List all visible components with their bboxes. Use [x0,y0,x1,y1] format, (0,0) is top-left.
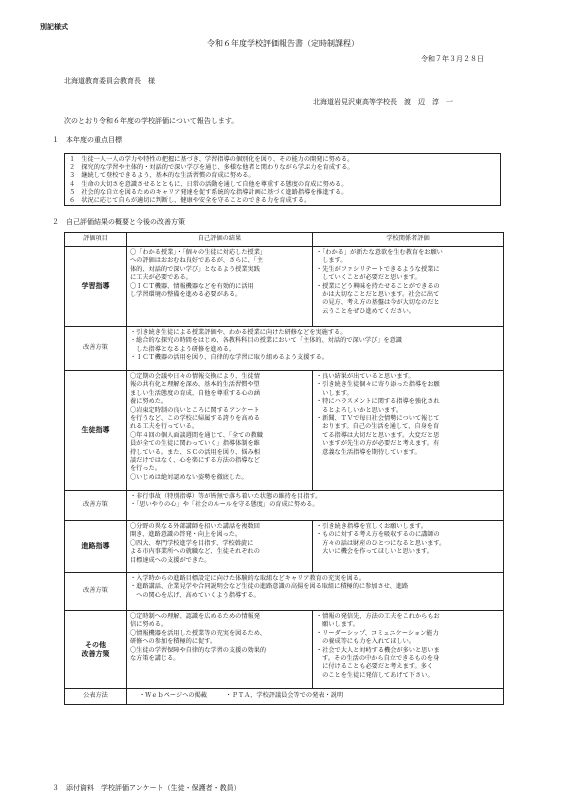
report-date: 令和７年３月２８日 [421,55,484,63]
related-eval-learning: ・「わかる」が新たな意欲を生む教育をお願い します。 ・先生がファシリテートできるような授業に していくことが必要だと思います。 ・授業にどう興味を持たせることができるの かは大切なことだと思います。社会に出て の見方、考え方の基盤は今が大切なのだと 云うことをぜひ進めてください。 [313,247,504,327]
plan-guidance: ・非行事故（特別指導）等が皆無で落ち着いた状態の維持を目指す。 ・「思いやりの心」や「社会のルールを守る態度」の育成に努める。 [127,491,504,521]
self-eval-career: 〇分野の異なる外部講師を招いた講話を複数回 開き、進路意識の啓発・向上を図った。 〇四大、専門学校進学を目指す、学校斡旋に よる市内事業所への就職など、生徒それぞれの 目標達成への支援ができた。 [127,521,313,573]
plan-learning: ・引き続き生徒による授業評価や、わかる授業に向けた研修などを実施する。 ・総合的な探究の時間をはじめ、各教科科目の授業において「主体的、対話的で深い学び」を意識 した指導となるよう研修を進める。 ・ＩＣＴ機器の活用を図り、自律的な学習に取り組めるよう支援する。 [127,327,504,371]
goal-item: ４ 生命の大切さを意識させるとともに、日常の活動を通して自他を尊重する態度の育成に努める。 [69,180,348,188]
self-eval-learning: 〇「わかる授業」・「個々の生徒に対応した授業」 への評価はおおむね良好であるが、さらに、「主 体的、対話的で深い学び」となるよう授業実践 に工夫が必要である。 〇ＩＣＴ機器、情報機器などを有効的に活用 し学習環境の整備を進める必要がある。 [127,247,313,327]
plan-label-career: 改善方策 [65,573,127,611]
self-eval-guidance: 〇定期の会議や日々の情報交換により、生徒情 報の共有化と理解を深め、基本的生活習慣や望 ましい生活態度の育成、自他を尊重する心の涵 養に努めた。 〇岩東定時制の良いところに関するアンケート を行うなど、この学校に帰属する誇りを高める れる工夫を行っている。 〇年４回の個人面談週間を通じて、「全ての教職 員が全ての生徒に関わっていく」指導体制を維 持している。また、ＳＣの活用を図り、悩み相 談だけではなく、心を楽にする方法の指導など を行った。 〇いじめは絶対認めない姿勢を徹底した。 [127,371,313,491]
header-item: 評価項目 [65,233,127,247]
goal-item: ２ 探究的な学習や主体的・対話的で深い学びを通じ、多様な他者と関わりながら学ぶ力を育成する。 [69,164,354,172]
goals-box [64,153,501,206]
related-eval-guidance: ・良い結果が出ていると思います。 ・引き続き生徒個々に寄り添った指導をお願 いします。 ・特にハラスメントに関する指導を強化され るとよろしいかと思います。 ・新聞、ＴＶで毎日社会情勢について報じて おります。自己の生活を通して、自身を育 てる指導は大切だと思います。大変だと思 いますが先生の方が必要だと考えます。有 意義な生活指導を期待しています。 [313,371,504,491]
section1-heading: １ 本年度の重点目標 [52,136,122,144]
header-related: 学校関係者評価 [313,233,504,247]
goal-item: １ 生徒一人一人の学力や特性の把握に基づき、学習指導の個別化を図り、その能力の開発に努める。 [69,156,354,163]
intro-text: 次のとおり令和６年度の学校評価について報告します。 [64,117,239,125]
row-label-guidance: 生徒指導 [65,371,127,491]
header-self: 自己評価の結果 [127,233,313,247]
goal-item: ５ 社会的な自立を図るためのキャリア発達を促す系統的な指導計画に基づく進路指導を推進する。 [69,188,348,196]
row-label-learning: 学習指導 [65,247,127,327]
self-eval-other: 〇定時制への理解、認識を広めるための情報発 信に努める。 〇情報機器を活用した授業等の充実を図るため、 研修への参加を積極的に促す。 〇生徒の学習保障や自律的な学習の支援の効果的 な方策を講じる。 [127,611,313,689]
publication-label: 公表方法 [65,689,127,705]
form-label: 別記様式 [40,22,68,31]
related-eval-other: ・情報の発信先、方法の工夫をこれからもお 願いします。 ・リーダーシップ、コミュニケーション能力 の養成等にも力を入れてほしい。 ・社会で大人と対峙する機会が多いと思いま す。その生活の中から自立できるものを身 に付けることも必要だと考えます。多く のことを生徒に発信してあげて下さい。 [313,611,504,689]
section2-heading: ２ 自己評価結果の概要と今後の改善方策 [52,218,185,226]
page-title: 令和６年度学校評価報告書（定時制課程） [207,39,359,48]
evaluation-table [64,232,504,705]
goal-item: ６ 状況に応じて自らが適切に判断し、健康や安全を守ることのできる力を育成する。 [69,197,311,205]
section3-attachments: ３ 添付資料 学校評価アンケート（生徒・保護者・教員） [52,784,241,792]
row-label-career: 進路指導 [65,521,127,573]
plan-label-guidance: 改善方策 [65,491,127,521]
related-eval-career: ・引き続き指導を宜しくお願いします。 ・ものに対する考え方を吸収するのに講師の 方々の話は財産のひとつになると思います。 大いに機会を作ってほしいと思います。 [313,521,504,573]
row-label-other: その他 改善方策 [65,611,127,689]
goal-item: ３ 継続して登校できるよう、基本的な生活習慣の育成に努める。 [69,172,255,180]
addressee: 北海道教育委員会教育長 様 [64,77,155,85]
plan-label-learning: 改善方策 [65,327,127,371]
sender: 北海道岩見沢東高等学校長 渡 辺 淳 一 [313,98,453,106]
plan-career: ・入学時からの進路目標設定に向けた体験的な取組などキャリア教育の充実を図る。 ・進路講話、企業見学や合同説明会など生徒の進路意識の高揚を図る取組に積極的に参加させ、進路 への関心を広げ、高めていくよう指導する。 [127,573,504,611]
publication-method: ・Ｗｅｂページへの掲載 ・ＰＴＡ、学校評議員会等での発表・説明 [127,689,504,705]
